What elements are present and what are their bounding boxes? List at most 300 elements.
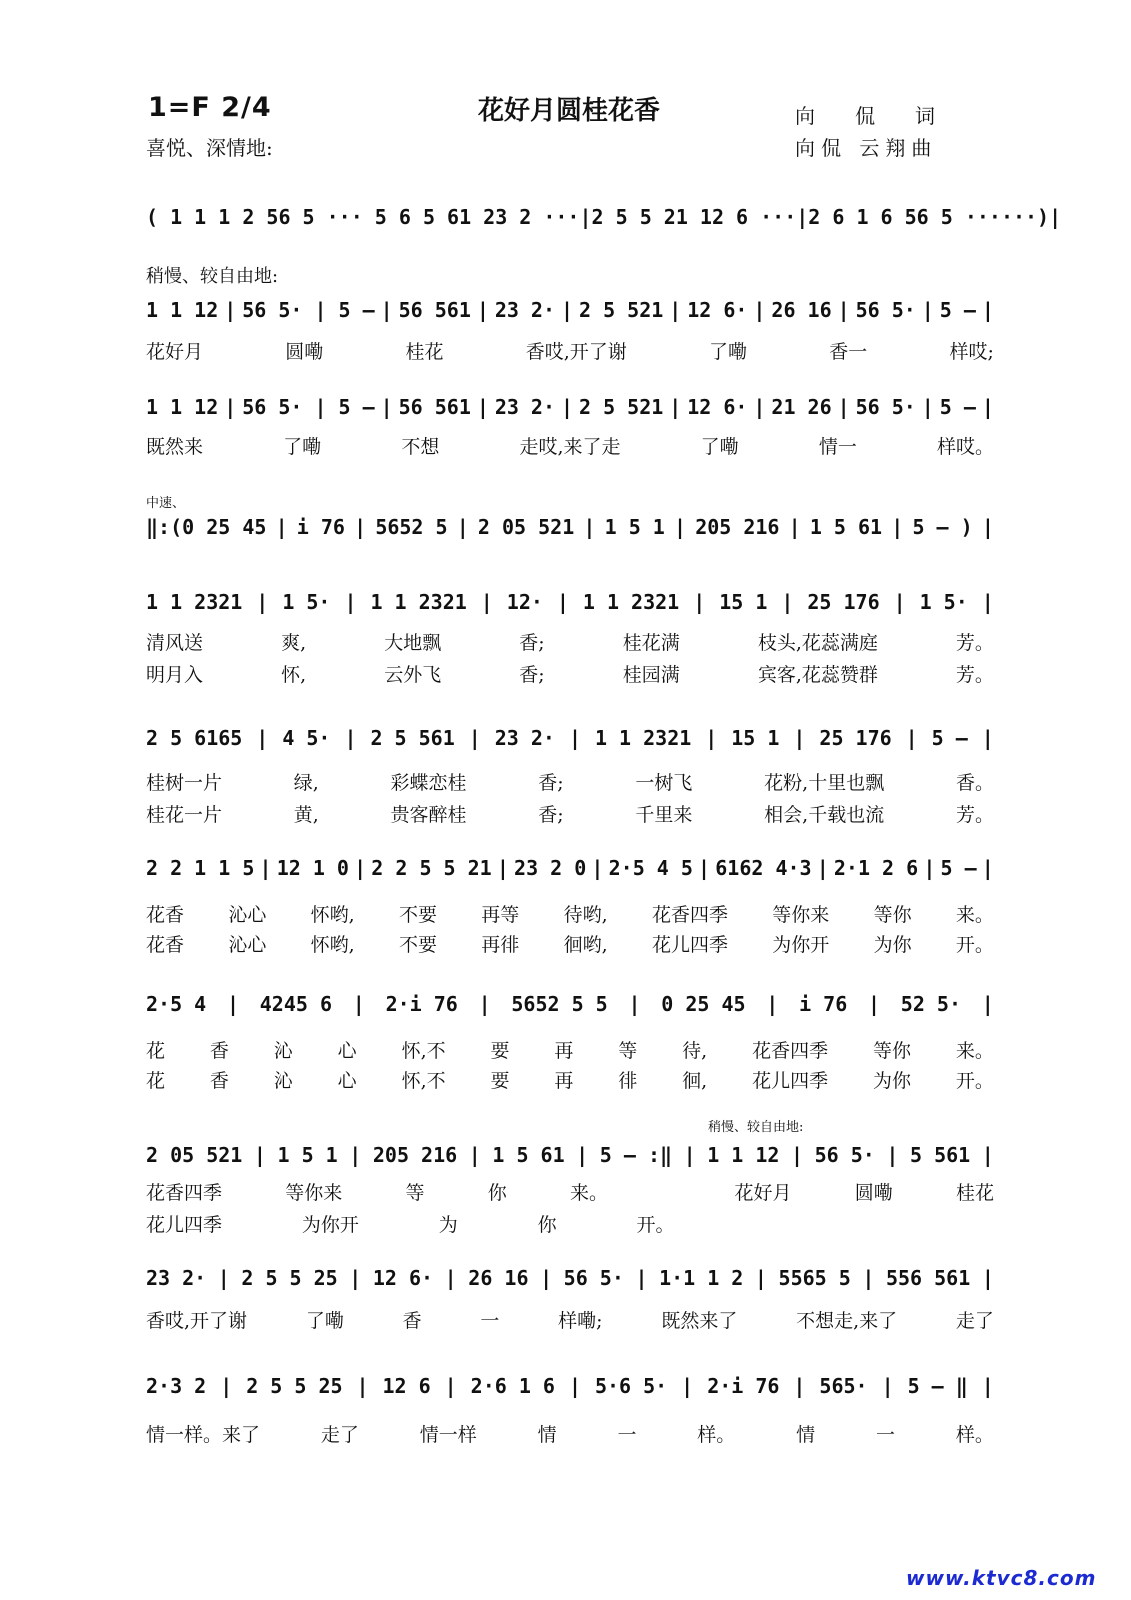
notation-row-7 (146, 856, 994, 880)
lyric-word: 绿, (293, 772, 319, 794)
barline: | (868, 992, 881, 1016)
measure: i 76 (799, 992, 848, 1016)
lyric-line (146, 1036, 994, 1063)
lyric-line (146, 768, 994, 795)
measure: 1 1 2321 (146, 590, 243, 614)
lyric-word: 样嘞; (558, 1310, 603, 1332)
lyric-word: 一 (480, 1310, 500, 1332)
barline: | (753, 395, 766, 419)
barline: | (791, 1143, 804, 1167)
barline: | (754, 1266, 767, 1290)
measure: 25 176 (807, 590, 880, 614)
lyric-word: 等你 (872, 1040, 911, 1062)
barline: | (921, 395, 934, 419)
lyric-word: 待哟, (563, 904, 608, 926)
barline: | (579, 205, 592, 229)
measure: 2·1 2 6 (833, 856, 919, 880)
barline: | (673, 515, 687, 539)
measure: 2 05 521 (477, 515, 575, 539)
measure: 5652 5 (375, 515, 448, 539)
lyric-word: 花香四季 (146, 1182, 223, 1204)
measure: 23 2· (494, 726, 555, 750)
lyric-word: 沁心 (228, 934, 267, 956)
lyric-word: 再 (554, 1070, 574, 1092)
notation-row-2 (146, 298, 994, 322)
measure: 56 5· (563, 1266, 624, 1290)
lyric-word: 桂花 (955, 1182, 994, 1204)
barline: | (881, 1374, 894, 1398)
lyric-word: 了嘞 (305, 1310, 344, 1332)
lyric-word: 样哎; (949, 341, 994, 363)
measure: 2·5 4 (146, 992, 207, 1016)
notation-row-8 (146, 992, 994, 1016)
barline: | (583, 515, 596, 539)
barline: | (837, 298, 850, 322)
barline: | (669, 395, 682, 419)
lyric-word: 花香 (146, 904, 185, 926)
barline: | (981, 992, 994, 1016)
barline: | (576, 1143, 589, 1167)
notation-row-9 (146, 1143, 994, 1167)
barline: | (253, 1143, 266, 1167)
lyric-word: 走了 (320, 1424, 359, 1446)
lyric-word: 来。 (955, 904, 994, 926)
lyric-word: 圆嘞 (285, 341, 324, 363)
measure: 0 25 45 (661, 992, 746, 1016)
lyric-word: 等你 (873, 904, 912, 926)
lyric-word: 花香四季 (651, 904, 728, 926)
measure: 2 5 521 (578, 298, 664, 322)
measure: 2 5 5 25 (241, 1266, 338, 1290)
lyric-word: 为你开 (301, 1214, 359, 1236)
measure: 2 5 5 21 12 6 ··· (591, 205, 797, 229)
barline: | (444, 1374, 457, 1398)
measure: 2 5 521 (578, 395, 664, 419)
measure: 2 2 1 1 5 (146, 856, 255, 880)
lyric-word: 等 (405, 1182, 425, 1204)
measure: 21 26 (771, 395, 832, 419)
measure: 1 5· (282, 590, 331, 614)
measure: 2 6 1 6 56 5 ······) (808, 205, 1050, 229)
measure: 56 5· (855, 395, 916, 419)
lyric-word: 花 (146, 1070, 166, 1092)
barline: | (837, 395, 850, 419)
lyric-word: 香 (402, 1310, 422, 1332)
lyric-word: 既然来 (146, 436, 204, 458)
barline: | (354, 856, 367, 880)
lyric-word: 情一样。来了 (146, 1424, 261, 1446)
measure: 5 561 (910, 1143, 971, 1167)
notation-row-3 (146, 395, 994, 419)
measure: 1 5 1 (277, 1143, 338, 1167)
lyric-word: 为你开 (772, 934, 830, 956)
measure: 2 5 5 25 (246, 1374, 343, 1398)
lyric-word: 芳。 (955, 804, 994, 826)
barline: | (259, 856, 272, 880)
barline: | (560, 395, 574, 419)
measure: 4 5· (282, 726, 331, 750)
measure: 26 16 (771, 298, 832, 322)
measure: 2 05 521 (146, 1143, 243, 1167)
lyric-word: 黄, (293, 804, 319, 826)
lyric-word: 宾客,花蕊赞群 (757, 664, 878, 686)
lyric-word: 明月入 (146, 664, 204, 686)
lyric-word: 了嘞 (709, 341, 748, 363)
measure: 205 216 (695, 515, 780, 539)
barline: | (226, 992, 240, 1016)
measure: 2·6 1 6 (470, 1374, 555, 1398)
measure: 12 6· (372, 1266, 434, 1290)
lyric-word: 一 (617, 1424, 637, 1446)
lyric-word: 等你来 (772, 904, 830, 926)
barline: | (468, 726, 481, 750)
lyric-word: 桂花 (405, 341, 444, 363)
barline: | (796, 205, 809, 229)
lyric-word: 为你 (872, 1070, 911, 1092)
barline: | (981, 1143, 994, 1167)
lyric-word: 桂园满 (622, 664, 680, 686)
lyric-word: 徊哟, (563, 934, 608, 956)
barline: | (480, 590, 493, 614)
barline: | (981, 590, 994, 614)
barline: | (349, 1143, 362, 1167)
lyric-word: 开。 (636, 1214, 675, 1236)
lyric-line (146, 800, 994, 827)
measure: 4245 6 (259, 992, 333, 1016)
lyric-word: 情一样 (419, 1424, 477, 1446)
barline: | (981, 1374, 994, 1398)
lyric-line (146, 628, 994, 655)
lyric-word: 芳。 (955, 664, 994, 686)
lyric-word: 不要 (398, 934, 437, 956)
measure: 1 1 2321 (370, 590, 467, 614)
lyric-word: 花儿四季 (752, 1070, 829, 1092)
measure: 23 2· (494, 395, 556, 419)
lyric-word: 花粉,十里也飘 (764, 772, 885, 794)
measure: 23 2· (146, 1266, 207, 1290)
measure: 12 6 (382, 1374, 431, 1398)
barline: | (698, 856, 711, 880)
barline: | (591, 856, 604, 880)
lyric-word: 不想 (401, 436, 440, 458)
lyric-word: 要 (490, 1040, 510, 1062)
watermark-logo: www.ktvc8.com (906, 1566, 1097, 1590)
measure: 556 561 (885, 1266, 971, 1290)
barline: | (354, 515, 367, 539)
barline: | (981, 298, 994, 322)
lyric-word: 了嘞 (283, 436, 322, 458)
barline: | (793, 726, 806, 750)
measure: 5 – (940, 856, 977, 880)
measure: 56 561 (398, 298, 471, 322)
measure: 12· (506, 590, 543, 614)
lyric-line (146, 930, 994, 957)
lyric-line (146, 1210, 994, 1237)
lyric-word: 待, (682, 1040, 708, 1062)
barline: | (540, 1266, 553, 1290)
measure: 56 561 (398, 395, 471, 419)
measure: ( 1 1 1 2 56 5 ··· 5 6 5 61 23 2 ··· (146, 205, 580, 229)
lyric-word: 一树飞 (635, 772, 693, 794)
barline: | (256, 590, 269, 614)
lyric-word: 千里来 (635, 804, 693, 826)
barline: | (683, 1143, 696, 1167)
lyric-word: 再 (554, 1040, 574, 1062)
lyric-word: 等你来 (285, 1182, 343, 1204)
barline: | (224, 395, 237, 419)
lyric-word: 沁 (273, 1070, 293, 1092)
measure: 5 – ‖ (907, 1374, 968, 1398)
measure: 1 1 12 (146, 395, 219, 419)
barline: | (349, 1266, 362, 1290)
barline: | (705, 726, 718, 750)
lyric-word: 香一 (829, 341, 868, 363)
lyric-word: 香 (209, 1040, 229, 1062)
notation-row-5 (146, 590, 994, 614)
lyric-line (146, 1066, 994, 1093)
lyric-word: 情 (796, 1424, 816, 1446)
lyric-word: 你 (487, 1182, 507, 1204)
measure: 205 216 (372, 1143, 458, 1167)
measure: 15 1 (719, 590, 768, 614)
barline: | (781, 590, 794, 614)
lyric-word: 彩蝶恋桂 (390, 772, 467, 794)
notation-row-10 (146, 1266, 994, 1290)
measure: 5 – :‖ (599, 1143, 673, 1167)
lyric-word: 了嘞 (700, 436, 739, 458)
barline: | (981, 1266, 994, 1290)
measure: 23 2· (494, 298, 556, 322)
lyric-word: 样。 (955, 1424, 994, 1446)
measure: 5565 5 (778, 1266, 851, 1290)
barline: | (793, 1374, 806, 1398)
lyric-word: 香; (538, 804, 564, 826)
measure: i 76 (296, 515, 345, 539)
lyric-word: 芳。 (955, 632, 994, 654)
measure: 2·i 76 (385, 992, 458, 1016)
measure: 23 2 0 (514, 856, 587, 880)
lyric-word: 怀哟, (310, 904, 355, 926)
measure: 25 176 (819, 726, 892, 750)
barline: | (496, 856, 509, 880)
notation-row-6 (146, 726, 994, 750)
measure: 2·5 4 5 (608, 856, 693, 880)
lyric-line (146, 1306, 994, 1333)
measure: 2 5 6165 (146, 726, 243, 750)
lyric-word: 心 (337, 1040, 357, 1062)
measure: 2·3 2 (146, 1374, 207, 1398)
barline: | (923, 856, 936, 880)
lyric-word: 不要 (398, 904, 437, 926)
lyric-word: 走哎,来了走 (519, 436, 621, 458)
lyric-word: 花好月 (146, 341, 204, 363)
lyric-word: 爽, (281, 632, 307, 654)
notation-row-11 (146, 1374, 994, 1398)
measure: 5 – (939, 395, 976, 419)
barline: | (275, 515, 288, 539)
lyric-word: 再徘 (481, 934, 520, 956)
lyric-word: 徘 (618, 1070, 638, 1092)
key-signature: 1=F 2/4 (148, 92, 272, 123)
barline: | (981, 395, 994, 419)
lyric-word: 沁 (273, 1040, 293, 1062)
lyric-word: 怀哟, (310, 934, 355, 956)
barline: | (635, 1266, 648, 1290)
barline: | (981, 726, 994, 750)
barline: | (891, 515, 904, 539)
barline: | (693, 590, 706, 614)
barline: | (356, 1374, 369, 1398)
measure: 56 5· (855, 298, 916, 322)
barline: | (352, 992, 365, 1016)
lyric-word: 花好月 (734, 1182, 792, 1204)
measure: 5 – ) (912, 515, 973, 539)
barline: | (560, 298, 574, 322)
barline: | (217, 1266, 230, 1290)
barline: | (753, 298, 766, 322)
measure: 5 – (939, 298, 976, 322)
lyric-word: 情 (537, 1424, 557, 1446)
measure: 52 5· (900, 992, 962, 1016)
lyric-word: 花儿四季 (651, 934, 728, 956)
barline: | (669, 298, 682, 322)
barline: | (344, 726, 357, 750)
lyric-line (146, 337, 994, 364)
lyric-word: 样哎。 (936, 436, 994, 458)
barline: | (628, 992, 641, 1016)
lyric-word: 香哎,开了谢 (525, 341, 627, 363)
barline: | (886, 1143, 899, 1167)
lyric-word: 贵客醉桂 (390, 804, 467, 826)
measure: 565· (819, 1374, 868, 1398)
lyric-word: 不想走,来了 (796, 1310, 898, 1332)
barline: | (476, 298, 489, 322)
lyric-word: 花香四季 (752, 1040, 829, 1062)
lyric-word: 相会,千载也流 (764, 804, 885, 826)
measure: 56 5· | 5 – (242, 395, 375, 419)
measure: 1 1 2321 (582, 590, 680, 614)
lyric-word: 桂花一片 (146, 804, 223, 826)
lyric-word: 你 (537, 1214, 557, 1236)
barline: | (220, 1374, 233, 1398)
lyric-word: 来。 (570, 1182, 609, 1204)
measure: 5·6 5· (594, 1374, 668, 1398)
lyric-word: 徊, (682, 1070, 708, 1092)
tempo-marking-2: 中速、 (146, 496, 186, 511)
barline: | (1049, 205, 1062, 229)
notation-row-4 (146, 515, 994, 539)
barline: | (380, 395, 393, 419)
lyric-word: 走了 (955, 1310, 994, 1332)
lyric-word: 怀,不 (401, 1070, 446, 1092)
lyric-word: 要 (490, 1070, 510, 1092)
barline: | (380, 298, 393, 322)
lyric-line (146, 1178, 994, 1205)
measure: 26 16 (468, 1266, 529, 1290)
measure: 1 1 12 (707, 1143, 780, 1167)
lyric-word: 花儿四季 (146, 1214, 223, 1236)
lyric-word: 心 (337, 1070, 357, 1092)
lyric-word: 再等 (481, 904, 520, 926)
lyric-word: 香。 (955, 772, 994, 794)
measure: 5652 5 5 (511, 992, 608, 1016)
lyric-word: 开。 (955, 934, 994, 956)
lyric-word: 香 (209, 1070, 229, 1092)
barline: | (476, 395, 489, 419)
lyric-word: 香; (538, 772, 564, 794)
barline: | (478, 992, 491, 1016)
lyric-word: 既然来了 (661, 1310, 738, 1332)
lyric-line (146, 432, 994, 459)
lyric-word: 香哎,开了谢 (146, 1310, 248, 1332)
measure: 2 2 5 5 21 (371, 856, 492, 880)
lyric-word: 怀,不 (401, 1040, 446, 1062)
lyric-word: 花 (146, 1040, 166, 1062)
measure: 1 5· (919, 590, 968, 614)
barline: | (568, 1374, 581, 1398)
measure: 1 5 61 (492, 1143, 565, 1167)
measure: 12 6· (687, 395, 748, 419)
lyric-word: 清风送 (146, 632, 204, 654)
lyric-word: 怀, (281, 664, 307, 686)
measure: 1·1 1 2 (659, 1266, 744, 1290)
barline: | (556, 590, 569, 614)
measure: 12 1 0 (276, 856, 349, 880)
lyric-word: 桂树一片 (146, 772, 223, 794)
lyric-line (146, 660, 994, 687)
measure: 12 6· (687, 298, 748, 322)
measure: 1 5 1 (604, 515, 665, 539)
barline: | (568, 726, 581, 750)
barline: | (468, 1143, 481, 1167)
measure: 1 1 2321 (594, 726, 692, 750)
barline: | (788, 515, 801, 539)
lyric-word: 为 (438, 1214, 458, 1236)
barline: | (456, 515, 469, 539)
tempo-marking-3: 稍慢、较自由地: (708, 1120, 804, 1135)
barline: | (681, 1374, 694, 1398)
lyric-word: 云外飞 (384, 664, 442, 686)
measure: 6162 4·3 (715, 856, 812, 880)
lyric-word: 情一 (818, 436, 857, 458)
barline: | (816, 856, 829, 880)
barline: | (905, 726, 918, 750)
barline: | (766, 992, 779, 1016)
lyric-line (146, 1420, 994, 1447)
lyric-line (146, 900, 994, 927)
barline: | (344, 590, 357, 614)
tempo-marking-1: 稍慢、较自由地: (146, 266, 279, 287)
measure: 1 5 61 (809, 515, 883, 539)
mood-marking: 喜悦、深情地: (146, 136, 273, 160)
measure: 56 5· | 5 – (242, 298, 375, 322)
lyric-word: 等 (618, 1040, 638, 1062)
lyric-word: 圆嘞 (854, 1182, 893, 1204)
barline: | (444, 1266, 457, 1290)
barline: | (224, 298, 237, 322)
lyric-word: 一 (876, 1424, 896, 1446)
lyric-word: 来。 (955, 1040, 994, 1062)
barline: | (981, 856, 994, 880)
lyric-word: 为你 (873, 934, 912, 956)
lyric-word: 样。 (697, 1424, 736, 1446)
measure: 56 5· (814, 1143, 875, 1167)
notation-row-1 (146, 205, 1062, 229)
measure: 1 1 12 (146, 298, 219, 322)
lyric-word: 香; (519, 632, 545, 654)
lyric-word: 沁心 (228, 904, 267, 926)
lyric-word: 开。 (955, 1070, 994, 1092)
